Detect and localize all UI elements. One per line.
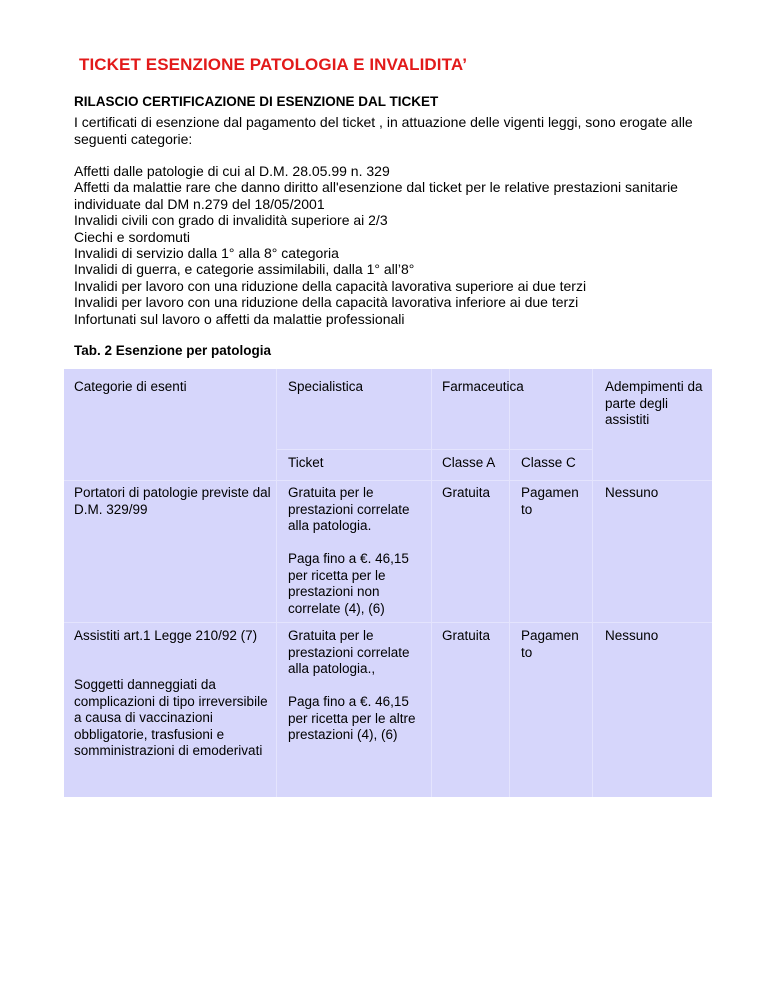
list-item: Affetti da malattie rare che danno diritto all'esenzione dal ticket per le relative prestazioni sanitarie individuate dal DM n.279 del 18/05/2001 xyxy=(74,179,678,212)
intro-paragraph: I certificati di esenzione dal pagamento del ticket , in attuazione delle vigenti leggi, sono erogate alle seguenti categorie: xyxy=(74,114,693,147)
row2-categoria: Assistiti art.1 Legge 210/92 (7) xyxy=(74,628,258,643)
header-categorie: Categorie di esenti xyxy=(74,379,187,394)
row2-adempimenti: Nessuno xyxy=(605,628,659,643)
list-item: Invalidi per lavoro con una riduzione della capacità lavorativa superiore ai due terzi xyxy=(74,277,587,294)
row2-specialistica-note: Paga fino a €. 46,15 per ricetta per le altre prestazioni (4), (6) xyxy=(288,694,416,742)
table-divider xyxy=(431,369,432,797)
table-divider xyxy=(276,369,277,797)
header-adempimenti: Adempimenti da parte degli assistiti xyxy=(605,379,703,427)
row1-specialistica: Gratuita per le prestazioni correlate alla patologia. xyxy=(288,485,410,533)
exemption-table xyxy=(64,369,712,797)
table-divider xyxy=(64,480,712,481)
row1-classe-a: Gratuita xyxy=(442,485,491,500)
row2-specialistica: Gratuita per le prestazioni correlate alla patologia., xyxy=(288,628,410,676)
section-heading: RILASCIO CERTIFICAZIONE DI ESENZIONE DAL TICKET xyxy=(74,94,439,109)
list-item: Invalidi di servizio dalla 1° alla 8° categoria xyxy=(74,245,339,262)
table-divider xyxy=(64,622,712,623)
table-divider xyxy=(276,449,592,450)
table-title: Tab. 2 Esenzione per patologia xyxy=(74,343,272,358)
row1-categoria: Portatori di patologie previste dal D.M. 329/99 xyxy=(74,485,271,517)
subheader-classe-a: Classe A xyxy=(442,455,496,470)
row2-classe-c: Pagamen to xyxy=(521,628,579,660)
row1-specialistica-note: Paga fino a €. 46,15 per ricetta per le prestazioni non correlate (4), (6) xyxy=(288,551,409,616)
list-item: Invalidi civili con grado di invalidità superiore ai 2/3 xyxy=(74,212,388,229)
list-item: Infortunati sul lavoro o affetti da malattie professionali xyxy=(74,310,405,327)
list-item: Ciechi e sordomuti xyxy=(74,228,190,245)
list-item: Invalidi di guerra, e categorie assimilabili, dalla 1° all’8° xyxy=(74,261,415,278)
page-title: TICKET ESENZIONE PATOLOGIA E INVALIDITA’ xyxy=(79,55,468,74)
subheader-classe-c: Classe C xyxy=(521,455,576,470)
header-specialistica: Specialistica xyxy=(288,379,364,394)
table-divider xyxy=(509,369,510,797)
row2-categoria-note: Soggetti danneggiati da complicazioni di tipo irreversibile a causa di vaccinazioni obbligatorie, trasfusioni e somministrazioni di emoderivati xyxy=(74,677,268,758)
row2-classe-a: Gratuita xyxy=(442,628,491,643)
category-list xyxy=(74,163,714,327)
row1-classe-c: Pagamen to xyxy=(521,485,579,517)
header-farmaceutica: Farmaceutica xyxy=(442,379,524,394)
table-divider xyxy=(592,369,593,797)
list-item: Affetti dalle patologie di cui al D.M. 28.05.99 n. 329 xyxy=(74,163,390,179)
list-item: Invalidi per lavoro con una riduzione della capacità lavorativa inferiore ai due terzi xyxy=(74,294,579,311)
row1-adempimenti: Nessuno xyxy=(605,485,659,500)
subheader-ticket: Ticket xyxy=(288,455,324,470)
